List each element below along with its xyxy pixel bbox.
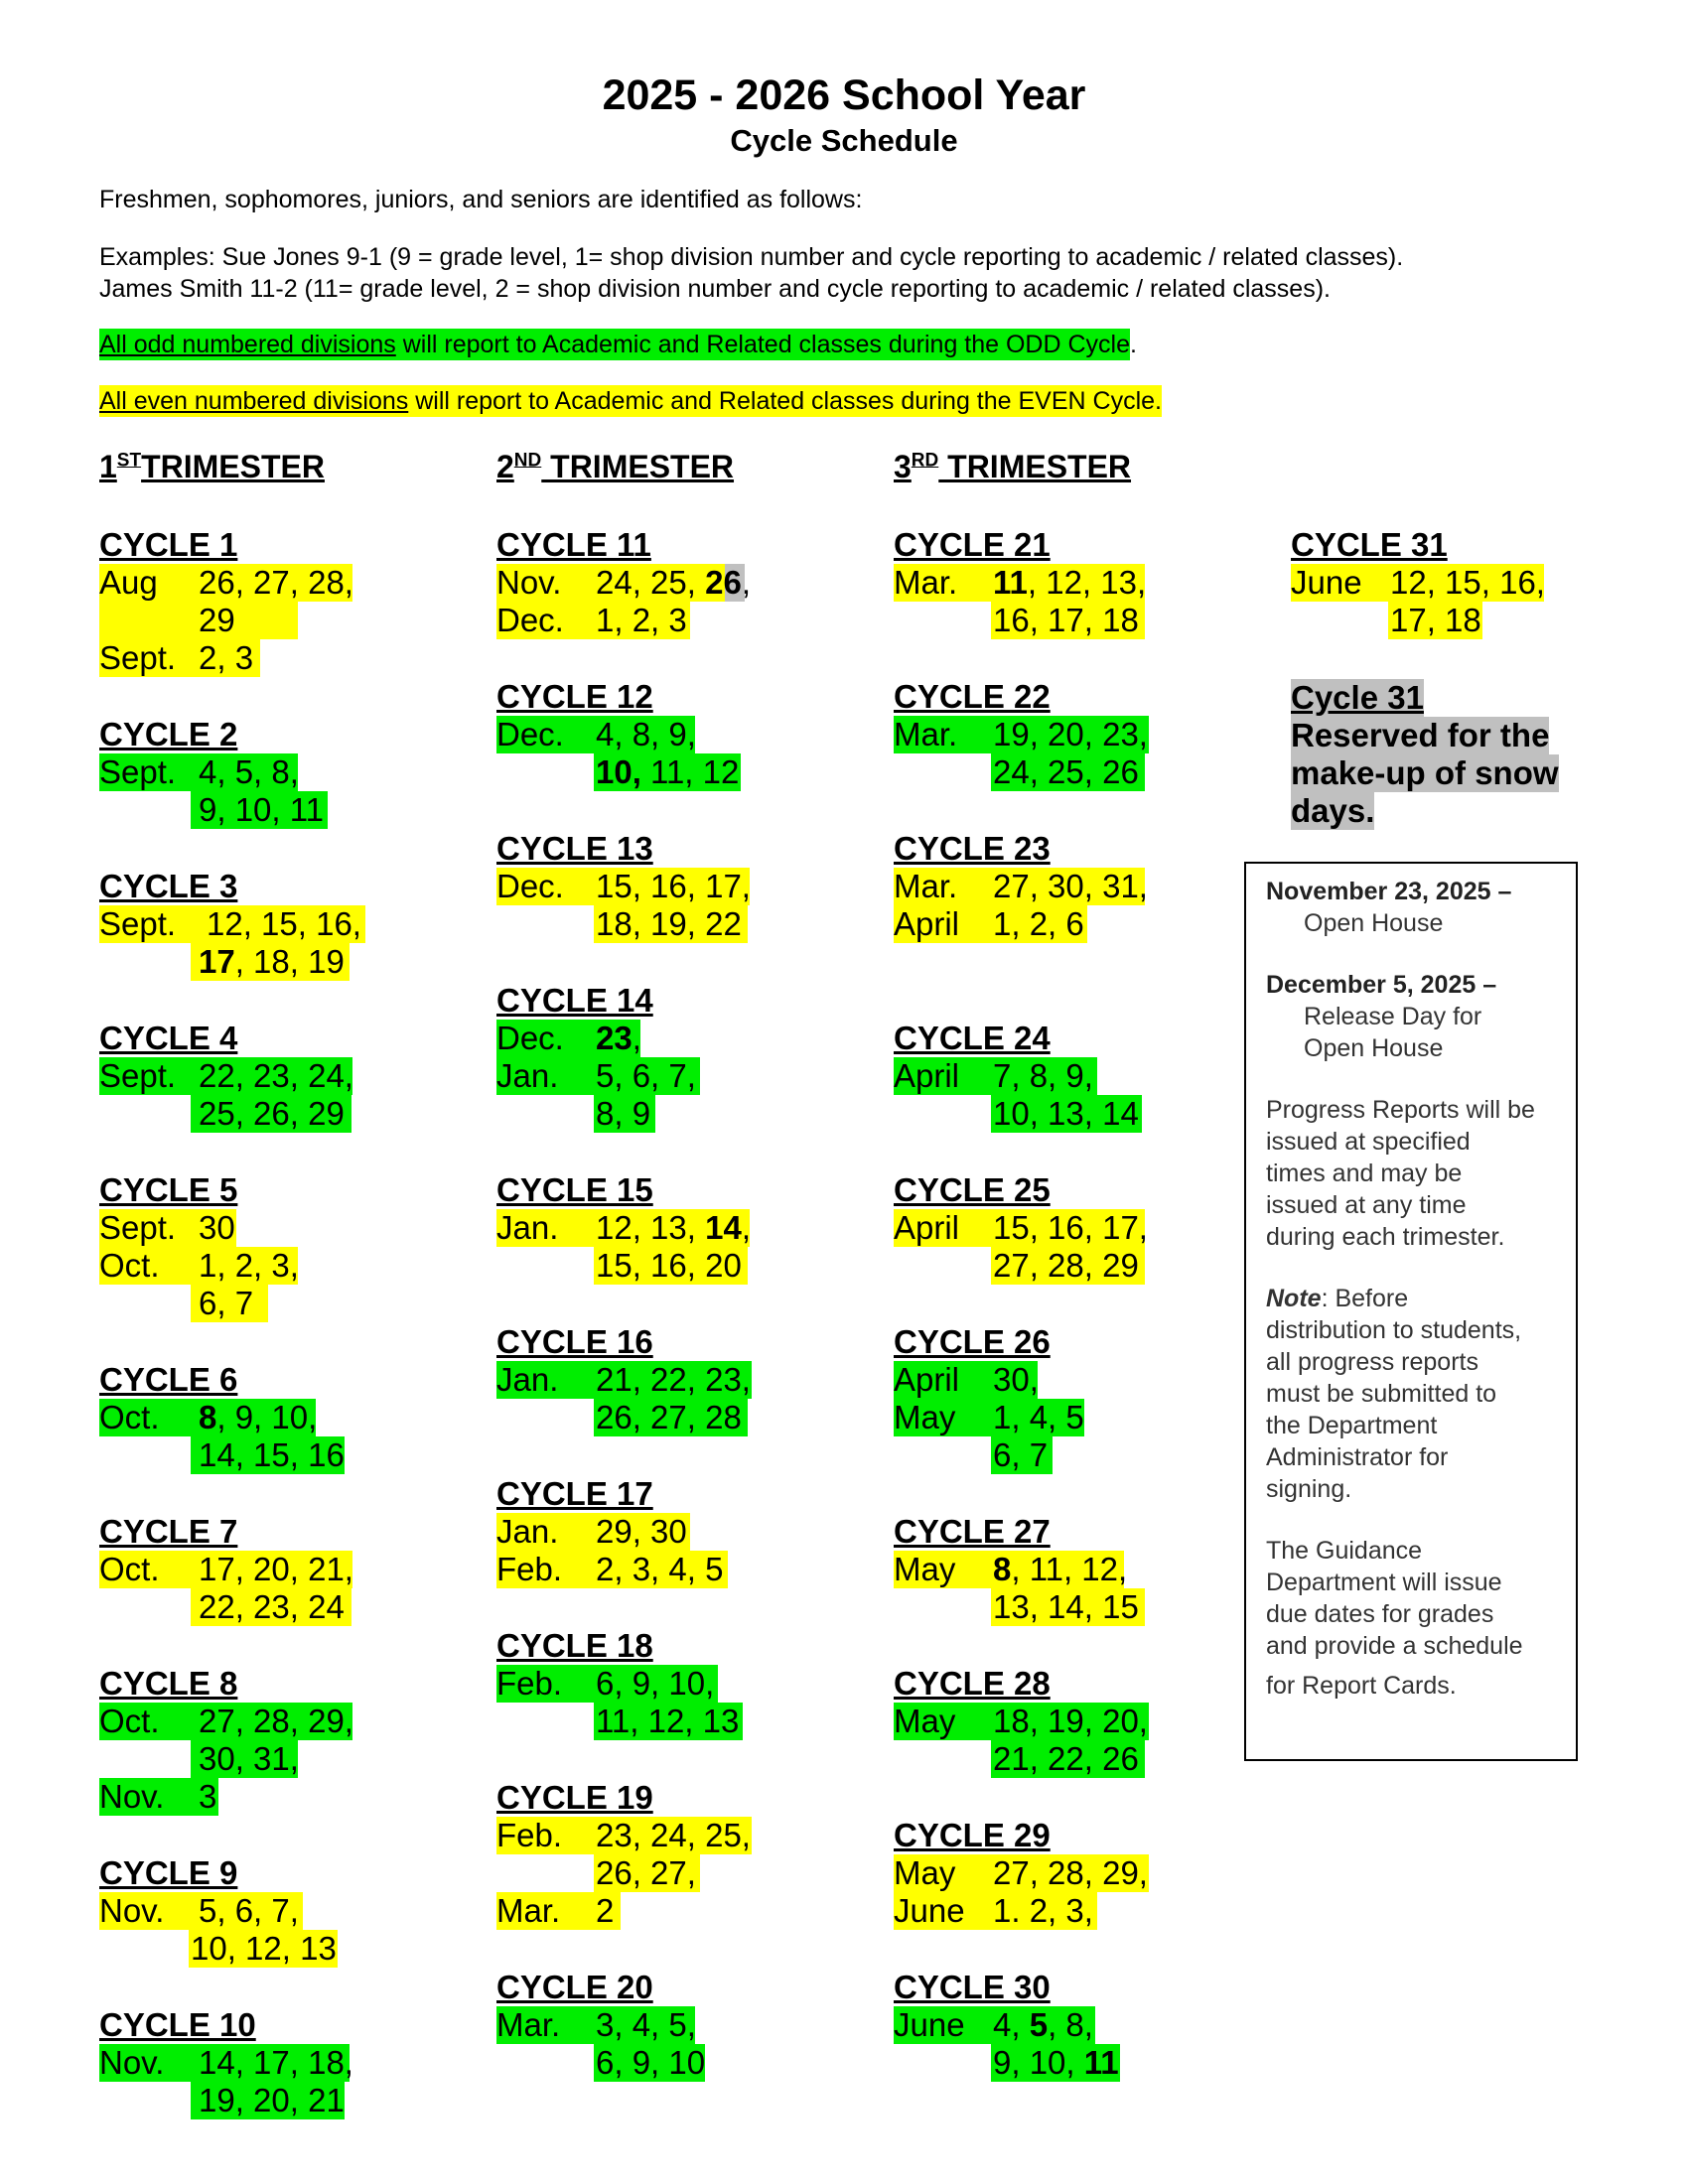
page-subtitle: Cycle Schedule xyxy=(730,123,958,158)
note-line: signing. xyxy=(1266,1475,1352,1503)
cycle-9: CYCLE 9 Nov. 5, 6, 7, 10, 12, 13 xyxy=(99,1854,337,1967)
cycle-14: CYCLE 14 Dec. 23, Jan. 5, 6, 7, 8, 9 xyxy=(496,982,700,1133)
cycle-26: CYCLE 26 April 30, May 1, 4, 5 6, 7 xyxy=(894,1323,1084,1473)
guidance-line: due dates for grades xyxy=(1266,1600,1494,1628)
intro-example-1: Examples: Sue Jones 9-1 (9 = grade level, 1= shop division number and cycle reporting to academic / related classes). xyxy=(99,243,1404,271)
odd-rule-rest: will report to Academic and Related classes during the ODD Cycle xyxy=(395,331,1131,358)
cycle-21: CYCLE 21 Mar. 11, 12, 13, 16, 17, 18 xyxy=(894,526,1147,638)
even-cycle-rule xyxy=(99,387,1162,416)
snow-note-title: Cycle 31 xyxy=(1291,679,1424,716)
cycle-13: CYCLE 13 Dec. 15, 16, 17, 18, 19, 22 xyxy=(496,830,751,942)
open-house-label: Open House xyxy=(1304,909,1444,937)
note-label: Note xyxy=(1266,1285,1322,1312)
cycle-20: CYCLE 20 Mar. 3, 4, 5, 6, 9, 10 xyxy=(496,1969,706,2081)
snow-note-line-3: days. xyxy=(1291,792,1375,829)
progress-line: Progress Reports will be xyxy=(1266,1096,1535,1124)
trimester-1-heading: 1STTRIMESTER xyxy=(99,449,325,484)
notes-box xyxy=(1244,862,1578,1761)
guidance-line: and provide a schedule xyxy=(1266,1632,1523,1660)
cycle-10: CYCLE 10 Nov. 14, 17, 18, 19, 20, 21 xyxy=(99,2006,353,2118)
release-day-line-1: Release Day for xyxy=(1304,1003,1482,1030)
cycle-25: CYCLE 25 April 15, 16, 17, 27, 28, 29 xyxy=(894,1171,1148,1284)
cycle-5: CYCLE 5 Sept. 30 Oct. 1, 2, 3, 6, 7 xyxy=(99,1171,299,1321)
page-title: 2025 - 2026 School Year xyxy=(602,71,1086,119)
snow-note-line-2: make-up of snow xyxy=(1291,754,1559,791)
intro-line: Freshmen, sophomores, juniors, and seniors are identified as follows: xyxy=(99,186,863,213)
cycle-16: CYCLE 16 Jan. 21, 22, 23, 26, 27, 28 xyxy=(496,1323,751,1435)
cycle-19: CYCLE 19 Feb. 23, 24, 25, 26, 27, Mar. 2 xyxy=(496,1779,751,1929)
release-day-date: December 5, 2025 – xyxy=(1266,971,1497,999)
cycle-8: CYCLE 8 Oct. 27, 28, 29, 30, 31, Nov. 3 xyxy=(99,1665,353,1815)
cycle-11: CYCLE 11 Nov. 24, 25, 26, Dec. 1, 2, 3 xyxy=(496,526,751,638)
progress-line: times and may be xyxy=(1266,1160,1463,1187)
cycle-31: CYCLE 31 June 12, 15, 16, 17, 18 xyxy=(1291,526,1545,638)
note-line: distribution to students, xyxy=(1266,1316,1522,1344)
cycle-29: CYCLE 29 May 27, 28, 29, June 1. 2, 3, xyxy=(894,1817,1148,1929)
open-house-date: November 23, 2025 – xyxy=(1266,878,1512,905)
guidance-line: for Report Cards. xyxy=(1266,1672,1457,1700)
cycle-30: CYCLE 30 June 4, 5, 8, 9, 10, 11 xyxy=(894,1969,1119,2081)
cycle-22: CYCLE 22 Mar. 19, 20, 23, 24, 25, 26 xyxy=(894,678,1148,790)
cycle-18: CYCLE 18 Feb. 6, 9, 10, 11, 12, 13 xyxy=(496,1627,743,1740)
cycle-4: CYCLE 4 Sept. 22, 23, 24, 25, 26, 29 xyxy=(99,1020,353,1132)
cycle-2: CYCLE 2 Sept. 4, 5, 8, 9, 10, 11 xyxy=(99,716,328,829)
intro-example-2: James Smith 11-2 (11= grade level, 2 = shop division number and cycle reporting to academic / related classes). xyxy=(99,275,1331,303)
even-rule-underlined: All even numbered divisions xyxy=(99,387,409,415)
release-day-line-2: Open House xyxy=(1304,1034,1444,1062)
even-rule-rest: will report to Academic and Related classes during the EVEN Cycle. xyxy=(408,387,1162,415)
cycle-28: CYCLE 28 May 18, 19, 20, 21, 22, 26 xyxy=(894,1665,1148,1777)
cycle-15: CYCLE 15 Jan. 12, 13, 14, 15, 16, 20 xyxy=(496,1171,751,1284)
cycle-6: CYCLE 6 Oct. 8, 9, 10, 14, 15, 16 xyxy=(99,1361,345,1473)
cycle-17: CYCLE 17 Jan. 29, 30 Feb. 2, 3, 4, 5 xyxy=(496,1475,728,1588)
cycle-1: CYCLE 1 Aug 26, 27, 28, 29 Sept. 2, 3 xyxy=(99,526,353,676)
cycle-23: CYCLE 23 Mar. 27, 30, 31, April 1, 2, 6 xyxy=(894,830,1148,942)
snow-day-note xyxy=(1291,679,1559,830)
odd-rule-underlined: All odd numbered divisions xyxy=(99,331,396,358)
odd-rule-period: . xyxy=(1130,331,1137,358)
snow-note-line-1: Reserved for the xyxy=(1291,717,1550,753)
trimester-2-heading: 2ND TRIMESTER xyxy=(496,449,735,484)
cycle-27: CYCLE 27 May 8, 11, 12, 13, 14, 15 xyxy=(894,1513,1145,1626)
note-line: Administrator for xyxy=(1266,1443,1449,1471)
note-line: all progress reports xyxy=(1266,1348,1478,1376)
odd-cycle-rule xyxy=(99,331,1137,359)
note-line: the Department xyxy=(1266,1412,1438,1439)
guidance-line: The Guidance xyxy=(1266,1537,1423,1565)
cycle-24: CYCLE 24 April 7, 8, 9, 10, 13, 14 xyxy=(894,1020,1142,1133)
progress-line: during each trimester. xyxy=(1266,1223,1505,1251)
progress-line: issued at any time xyxy=(1266,1191,1467,1219)
cycle-12: CYCLE 12 Dec. 4, 8, 9, 10, 11, 12 xyxy=(496,678,740,790)
trimester-3-heading: 3RD TRIMESTER xyxy=(894,449,1132,484)
guidance-line: Department will issue xyxy=(1266,1569,1502,1596)
cycle-3: CYCLE 3 Sept. 12, 15, 16, 17, 18, 19 xyxy=(99,868,365,981)
note-line: must be submitted to xyxy=(1266,1380,1497,1408)
note-first-line: Note: Before xyxy=(1266,1285,1409,1312)
progress-line: issued at specified xyxy=(1266,1128,1471,1156)
cycle-7: CYCLE 7 Oct. 17, 20, 21, 22, 23, 24 xyxy=(99,1513,353,1625)
